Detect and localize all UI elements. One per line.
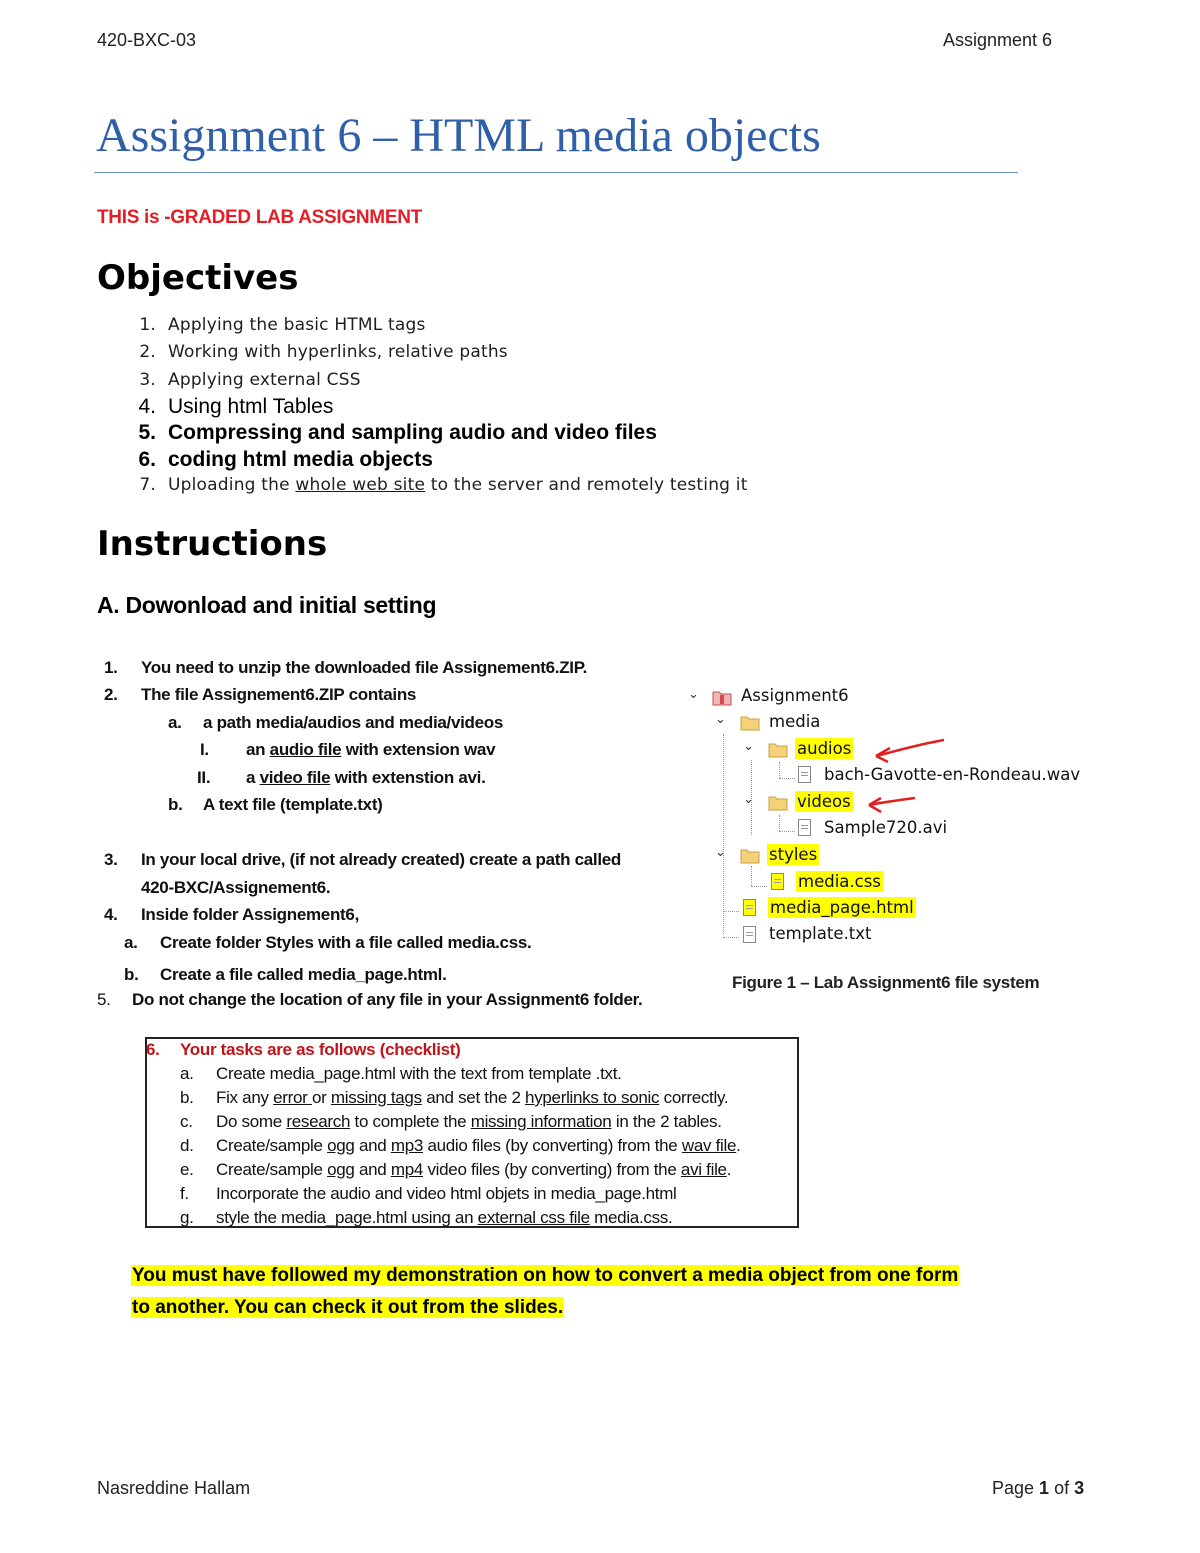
step-2-text: The file Assignement6.ZIP contains bbox=[141, 685, 417, 704]
chevron-down-icon[interactable]: ⌄ bbox=[688, 687, 699, 702]
chevron-down-icon[interactable]: ⌄ bbox=[743, 792, 754, 807]
graded-notice: THIS is -GRADED LAB ASSIGNMENT bbox=[97, 207, 422, 228]
step-roman: I. bbox=[200, 740, 209, 759]
objective-text: coding html media objects bbox=[168, 448, 433, 471]
header-course-code: 420-BXC-03 bbox=[97, 30, 197, 50]
chevron-down-icon[interactable]: ⌄ bbox=[715, 712, 726, 727]
objective-number: 2. bbox=[139, 342, 156, 362]
red-arrow-icon bbox=[855, 788, 925, 818]
task-number: 6. bbox=[146, 1040, 160, 1059]
step-letter: a. bbox=[124, 933, 138, 952]
task-d-text: Create/sample ogg and mp3 audio files (by converting) from the wav file. bbox=[216, 1136, 741, 1155]
chevron-down-icon[interactable]: ⌄ bbox=[715, 845, 726, 860]
tree-styles-label[interactable]: styles bbox=[769, 845, 818, 864]
task-e-text: Create/sample ogg and mp4 video files (by converting) from the avi file. bbox=[216, 1160, 732, 1179]
red-arrow-icon bbox=[860, 730, 960, 770]
step-number: 5. bbox=[97, 990, 111, 1009]
task-letter: g. bbox=[180, 1208, 194, 1227]
tree-audios-label[interactable]: audios bbox=[797, 739, 852, 758]
chevron-down-icon[interactable]: ⌄ bbox=[743, 739, 754, 754]
step-letter: a. bbox=[168, 713, 182, 732]
page-title: Assignment 6 – HTML media objects bbox=[96, 109, 821, 162]
objective-link-text: whole web site bbox=[295, 475, 426, 495]
css-file-icon bbox=[771, 873, 784, 890]
tree-html-file-label[interactable]: media_page.html bbox=[770, 898, 914, 917]
figure-caption: Figure 1 – Lab Assignment6 file system bbox=[732, 973, 1040, 992]
tree-wav-file-label[interactable]: bach-Gavotte-en-Rondeau.wav bbox=[824, 765, 1081, 784]
step-roman: II. bbox=[197, 768, 211, 787]
folder-icon bbox=[768, 741, 788, 758]
objective-number: 5. bbox=[138, 421, 156, 444]
step-1-text: You need to unzip the downloaded file Assignement6.ZIP. bbox=[141, 658, 588, 677]
step-4b-text: Create a file called media_page.html. bbox=[160, 965, 447, 984]
tree-avi-file-label[interactable]: Sample720.avi bbox=[824, 818, 948, 837]
step-number: 2. bbox=[104, 685, 118, 704]
objectives-heading: Objectives bbox=[97, 258, 299, 298]
step-4a-text: Create folder Styles with a file called media.css. bbox=[160, 933, 532, 952]
objective-text: Applying external CSS bbox=[168, 370, 361, 390]
html-file-icon bbox=[743, 899, 756, 916]
objective-text: Uploading the whole web site to the server and remotely testing it bbox=[168, 475, 748, 495]
title-divider bbox=[94, 172, 1018, 173]
tree-root-label[interactable]: Assignment6 bbox=[741, 686, 849, 705]
task-letter: d. bbox=[180, 1136, 194, 1155]
tree-videos-label[interactable]: videos bbox=[797, 792, 851, 811]
folder-icon bbox=[740, 847, 760, 864]
step-number: 3. bbox=[104, 850, 118, 869]
objective-text: Applying the basic HTML tags bbox=[168, 315, 426, 335]
step-number: 1. bbox=[104, 658, 118, 677]
task-heading: Your tasks are as follows (checklist) bbox=[180, 1040, 461, 1059]
demonstration-note-line1: You must have followed my demonstration on how to convert a media object from one form bbox=[132, 1265, 959, 1286]
tree-css-file-label[interactable]: media.css bbox=[798, 872, 881, 891]
objective-text: Using html Tables bbox=[168, 395, 334, 418]
step-letter: b. bbox=[124, 965, 139, 984]
objective-number: 7. bbox=[139, 475, 156, 495]
task-b-text: Fix any error or missing tags and set the 2 hyperlinks to sonic correctly. bbox=[216, 1088, 729, 1107]
instructions-heading: Instructions bbox=[97, 524, 328, 564]
step-3-text: In your local drive, (if not already created) create a path called bbox=[141, 850, 621, 869]
step-2a-i-text: an audio file with extension wav bbox=[246, 740, 496, 759]
step-5-text: Do not change the location of any file in your Assignment6 folder. bbox=[132, 990, 643, 1009]
section-a-heading: A. Dowonload and initial setting bbox=[97, 592, 437, 618]
step-3-path: 420-BXC/Assignement6. bbox=[141, 878, 331, 897]
objective-number: 4. bbox=[138, 395, 156, 418]
task-letter: f. bbox=[180, 1184, 189, 1203]
header-assignment: Assignment 6 bbox=[943, 30, 1053, 50]
task-letter: a. bbox=[180, 1064, 194, 1083]
tree-media-label[interactable]: media bbox=[769, 712, 821, 731]
objective-text: Working with hyperlinks, relative paths bbox=[168, 342, 508, 362]
task-letter: e. bbox=[180, 1160, 194, 1179]
task-letter: c. bbox=[180, 1112, 193, 1131]
folder-icon bbox=[768, 794, 788, 811]
file-icon bbox=[743, 926, 756, 943]
demonstration-note-line2: to another. You can check it out from the slides. bbox=[132, 1297, 564, 1318]
objective-number: 6. bbox=[138, 448, 156, 471]
objective-number: 1. bbox=[139, 315, 156, 335]
step-2a-text: a path media/audios and media/videos bbox=[203, 713, 504, 732]
folder-icon bbox=[740, 714, 760, 731]
task-a-text: Create media_page.html with the text from template .txt. bbox=[216, 1064, 622, 1083]
task-f-text: Incorporate the audio and video html objets in media_page.html bbox=[216, 1184, 677, 1203]
objective-number: 3. bbox=[139, 370, 156, 390]
footer-page-number: Page 1 of 3 bbox=[992, 1478, 1085, 1498]
step-number: 4. bbox=[104, 905, 118, 924]
zip-folder-icon bbox=[712, 688, 732, 706]
objective-text: Compressing and sampling audio and video files bbox=[168, 421, 657, 444]
task-letter: b. bbox=[180, 1088, 194, 1107]
file-icon bbox=[798, 819, 811, 836]
task-g-text: style the media_page.html using an external css file media.css. bbox=[216, 1208, 673, 1227]
step-2a-ii-text: a video file with extenstion avi. bbox=[246, 768, 486, 787]
step-2b-text: A text file (template.txt) bbox=[203, 795, 383, 814]
footer-author: Nasreddine Hallam bbox=[97, 1478, 251, 1498]
step-letter: b. bbox=[168, 795, 183, 814]
tree-txt-file-label[interactable]: template.txt bbox=[769, 924, 872, 943]
task-c-text: Do some research to complete the missing information in the 2 tables. bbox=[216, 1112, 722, 1131]
file-icon bbox=[798, 766, 811, 783]
step-4-text: Inside folder Assignement6, bbox=[141, 905, 359, 924]
